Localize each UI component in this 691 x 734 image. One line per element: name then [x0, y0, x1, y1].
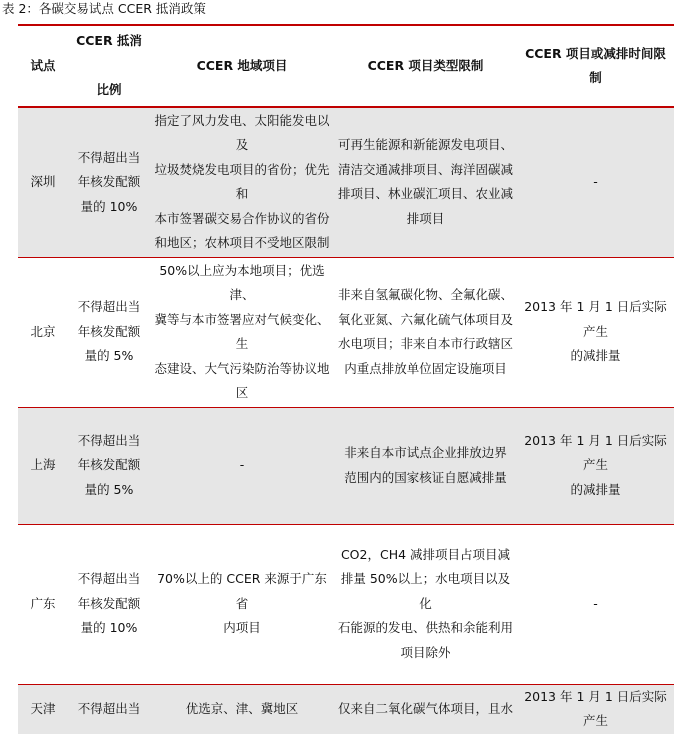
cell-city: 北京 [18, 257, 68, 407]
table-row [18, 107, 674, 257]
cell-type [334, 407, 517, 524]
cell-type-line: 可再生能源和新能源发电项目、 [337, 137, 513, 153]
cell-time [517, 257, 674, 407]
cell-type-line: 非来自本市试点企业排放边界 [344, 445, 507, 460]
cell-region-line: 冀等与本市签署应对气候变化、生 [154, 311, 330, 351]
cell-region-line: 本市签署碳交易合作协议的省份 [154, 210, 330, 226]
cell-region [150, 257, 334, 407]
cell-time-line: - [593, 595, 598, 611]
cell-region-line: - [239, 457, 245, 473]
cell-region-line: 70%以上的 CCER 来源于广东省 [157, 571, 327, 611]
cell-ratio-line: 不得超出当 [77, 149, 141, 165]
cell-ratio-line: 不得超出当 [77, 432, 141, 448]
cell-type [334, 684, 517, 734]
cell-time-line: - [593, 174, 598, 189]
cell-ratio-line: 量的 10% [80, 198, 138, 214]
cell-time [517, 407, 674, 524]
cell-type-line: 项目除外 [400, 644, 451, 660]
cell-type-line: 非来自氢氟碳化物、全氟化碳、 [337, 287, 513, 302]
cell-ratio-line: 不得超出当 [77, 700, 141, 716]
cell-ratio-line: 不得超出当 [77, 571, 141, 587]
header-ratio [68, 25, 150, 107]
cell-ratio [68, 257, 150, 407]
cell-type [334, 257, 517, 407]
cell-time-line: 2013 年 1 月 1 日后实际产生 [524, 688, 667, 728]
header-pilot: 试点 [18, 25, 68, 107]
header-ratio-line2: 比例 [96, 82, 122, 98]
table-row [18, 257, 674, 407]
cell-region-line: 指定了风力发电、太阳能发电以及 [154, 112, 330, 153]
cell-time-line: 的减排量 [570, 481, 621, 497]
cell-ratio-line: 年核发配额 [77, 595, 141, 611]
cell-ratio [68, 107, 150, 257]
cell-city: 上海 [18, 407, 68, 524]
cell-ratio-line: 量的 5% [84, 481, 134, 497]
cell-region [150, 524, 334, 684]
cell-type-line: 清洁交通减排项目、海洋固碳减 [337, 161, 513, 177]
cell-city: 深圳 [18, 107, 68, 257]
cell-type-line: 仅来自二氧化碳气体项目，且水 [337, 700, 513, 716]
cell-region-line: 50%以上应为本地项目；优选津、 [159, 262, 325, 302]
cell-type-line: 水电项目；非来自本市行政辖区 [337, 336, 513, 351]
cell-time [517, 524, 674, 684]
cell-ratio [68, 524, 150, 684]
cell-ratio [68, 684, 150, 734]
header-ratio-line1: CCER 抵消 [76, 33, 142, 49]
table-header-row [18, 25, 674, 107]
cell-city: 天津 [18, 684, 68, 734]
cell-type-line: 内重点排放单位固定设施项目 [344, 360, 507, 376]
table-caption: 表 2：各碳交易试点 CCER 抵消政策 [2, 1, 206, 16]
cell-type [334, 524, 517, 684]
cell-ratio-line: 年核发配额 [77, 174, 141, 189]
header-type: CCER 项目类型限制 [334, 25, 517, 107]
cell-region-line: 态建设、大气污染防治等协议地区 [154, 360, 330, 400]
cell-type-line: 氧化亚氮、六氟化硫气体项目及 [337, 311, 513, 327]
cell-type-line: 排量 50%以上；水电项目以及化 [340, 571, 511, 611]
cell-region-line: 优选京、津、冀地区 [185, 700, 299, 716]
table-row [18, 407, 674, 524]
table-row [18, 524, 674, 684]
cell-type-line: 石能源的发电、供热和余能利用 [337, 620, 513, 636]
cell-region [150, 684, 334, 734]
cell-type-line: 范围内的国家核证自愿减排量 [344, 469, 507, 485]
cell-time-line: 2013 年 1 月 1 日后实际产生 [524, 299, 667, 339]
ccer-policy-table [18, 24, 674, 734]
cell-time [517, 107, 674, 257]
cell-region-line: 内项目 [223, 620, 261, 636]
table-row [18, 684, 674, 734]
cell-type [334, 107, 517, 257]
cell-ratio-line: 年核发配额 [77, 457, 141, 473]
cell-city: 广东 [18, 524, 68, 684]
cell-type-line: CO2，CH4 减排项目占项目减 [340, 546, 511, 562]
cell-time-line: 2013 年 1 月 1 日后实际产生 [524, 432, 667, 473]
cell-ratio-line: 量的 5% [84, 348, 134, 364]
cell-region-line: 和地区；农林项目不受地区限制 [154, 235, 330, 251]
cell-ratio-line: 不得超出当 [77, 299, 141, 315]
cell-ratio [68, 407, 150, 524]
cell-ratio-line: 量的 10% [80, 620, 138, 636]
header-region: CCER 地域项目 [150, 25, 334, 107]
cell-type-line: 排项目、林业碳汇项目、农业减 [337, 186, 513, 202]
cell-time-line: 的减排量 [570, 348, 621, 364]
cell-ratio-line: 年核发配额 [77, 323, 141, 339]
cell-region-line: 垃圾焚烧发电项目的省份；优先和 [154, 161, 330, 202]
cell-region [150, 407, 334, 524]
header-time: CCER 项目或减排时间限制 [517, 25, 674, 107]
cell-time [517, 684, 674, 734]
cell-region [150, 107, 334, 257]
cell-type-line: 排项目 [406, 210, 445, 226]
